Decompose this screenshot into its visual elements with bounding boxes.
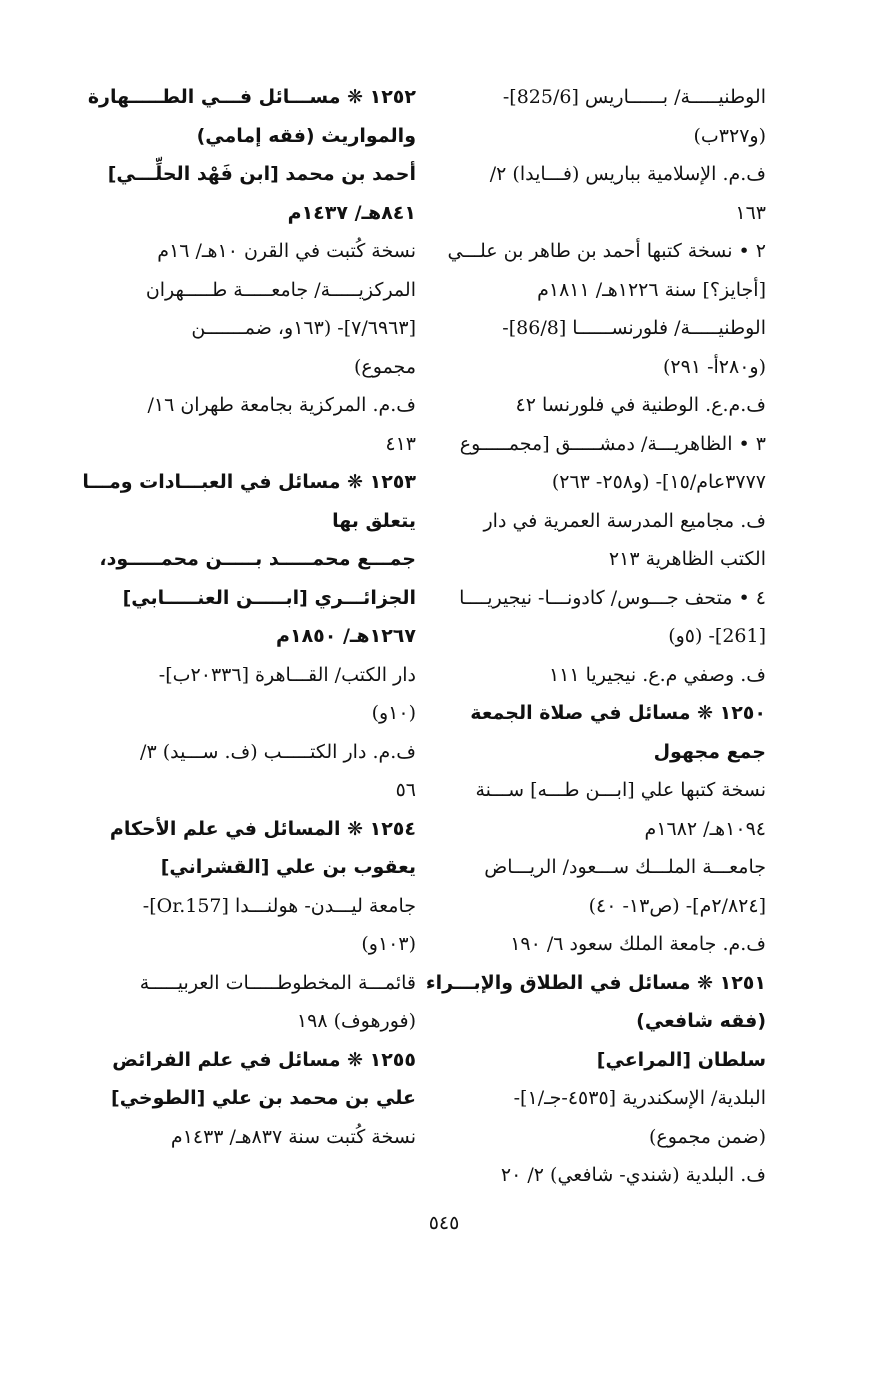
entry-text-line: قائمـــة المخطوطـــــات العربيـــــة — [139, 971, 416, 994]
entry-heading-line: ١٢٥١ ❋ مسائل في الطلاق والإبـــراء — [426, 971, 766, 994]
entry-text-line: ف.م. الإسلامية بباريس (فـــايدا) ٢/ — [489, 163, 766, 185]
entry-heading-line: سلطان [المراعي] — [596, 1048, 766, 1071]
entry-text-line: الكتب الظاهرية ٢١٣ — [608, 548, 766, 570]
entry-heading-line: ١٢٥٥ ❋ مسائل في علم الفرائض — [112, 1048, 416, 1071]
entry-heading-line: والمواريث (فقه إمامي) — [196, 124, 416, 147]
entry-text-line: [٧/٦٩٦٣]- (١٦٣و، ضمـــــــن — [191, 317, 416, 339]
entry-text-line: نسخة كُتبت سنة ٨٣٧هـ/ ١٤٣٣م — [170, 1125, 416, 1148]
entry-text-line: الوطنيـــــة/ فلورنســــــا [86/8]- — [502, 317, 766, 339]
entry-heading-line: جمـــع محمـــــد بـــــن محمـــــود، — [99, 548, 416, 570]
entry-text-line: [أجايز؟] سنة ١٢٢٦هـ/ ١٨١١م — [537, 278, 766, 301]
entry-heading-line: ١٢٥٣ ❋ مسائل في العبـــادات ومـــا — [82, 471, 416, 493]
entry-heading-line: يتعلق بها — [332, 509, 416, 532]
entry-text-line: دار الكتب/ القـــاهرة [٢٠٣٣٦ب]- — [158, 663, 416, 686]
entry-text-line: جامعـــة الملـــك ســـعود/ الريـــاض — [484, 856, 766, 878]
entry-text-line: ف. البلدية (شندي- شافعي) ٢/ ٢٠ — [500, 1164, 766, 1186]
entry-text-line: ١٦٣ — [735, 201, 766, 224]
entry-text-line: المركزيـــــة/ جامعـــــة طـــــهران — [145, 278, 416, 301]
entry-text-line: ٥٦ — [395, 779, 416, 801]
left-column — [76, 78, 416, 1156]
entry-text-line: ف.م.ع. الوطنية في فلورنسا ٤٢ — [515, 394, 766, 416]
entry-heading-line: (فقه شافعي) — [636, 1010, 766, 1032]
entry-text-line: ف. وصفي م.ع. نيجيريا ١١١ — [548, 663, 766, 686]
entry-text-line: ٤١٣ — [385, 432, 416, 455]
entry-text-line: جامعة ليـــدن- هولنـــدا [Or.157]- — [142, 894, 416, 917]
entry-text-line: (١٠و) — [371, 702, 416, 724]
entry-text-line: نسخة كتبها علي [ابـــن طـــه] ســـنة — [475, 779, 766, 801]
entry-text-line: مجموع) — [354, 355, 416, 378]
entry-text-line: ف.م. جامعة الملك سعود ٦/ ١٩٠ — [510, 933, 766, 955]
entry-heading-line: ١٢٦٧هـ/ ١٨٥٠م — [276, 625, 416, 647]
entry-text-line: (و٣٢٧ب) — [693, 124, 766, 147]
entry-text-line: [261]- (٥و) — [668, 625, 766, 647]
entry-text-line: ف. مجاميع المدرسة العمرية في دار — [483, 509, 766, 532]
entry-text-line: ٤ • متحف جـــوس/ كادونـــا- نيجيريــــا — [459, 586, 766, 609]
entry-text-line: ٢ • نسخة كتبها أحمد بن طاهر بن علـــي — [447, 240, 766, 262]
entry-heading-line: جمع مجهول — [653, 740, 766, 763]
entry-text-line: البلدية/ الإسكندرية [٤٥٣٥-جـ/١]- — [513, 1087, 766, 1109]
entry-text-line: (فورهوف) ١٩٨ — [296, 1010, 416, 1032]
entry-heading-line: ١٢٥٤ ❋ المسائل في علم الأحكام — [109, 817, 416, 840]
right-column — [426, 78, 766, 1195]
entry-text-line: ٣ • الظاهريـــة/ دمشـــــق [مجمـــــوع — [459, 432, 766, 455]
entry-text-line: ف.م. المركزية بجامعة طهران ١٦/ — [147, 394, 416, 416]
entry-text-line: الوطنيـــــة/ بــــــاريس [825/6]- — [502, 86, 766, 108]
entry-text-line: (١٠٣و) — [361, 933, 416, 955]
entry-heading-line: يعقوب بن علي [القشراني] — [160, 856, 416, 878]
entry-text-line: (ضمن مجموع) — [648, 1125, 766, 1148]
entry-heading-line: الجزائـــري [ابـــــن العنـــــابي] — [122, 586, 416, 609]
entry-text-line: نسخة كُتبت في القرن ١٠هـ/ ١٦م — [157, 240, 416, 262]
entry-heading-line: ٨٤١هـ/ ١٤٣٧م — [287, 201, 416, 224]
entry-text-line: ١٠٩٤هـ/ ١٦٨٢م — [644, 817, 766, 840]
entry-text-line: (و٢٨٠أ- ٢٩١) — [662, 355, 766, 378]
entry-heading-line: علي بن محمد بن علي [الطوخي] — [111, 1087, 416, 1109]
entry-heading-line: ١٢٥٢ ❋ مســـائل فـــي الطـــــهارة — [87, 86, 416, 108]
entry-heading-line: أحمد بن محمد [ابن فَهْد الحلِّـــي] — [107, 163, 416, 185]
entry-heading-line: ١٢٥٠ ❋ مسائل في صلاة الجمعة — [470, 702, 766, 724]
entry-text-line: ٣٧٧٧عام/١٥]- (و٢٥٨- ٢٦٣) — [551, 471, 766, 493]
page-number: ٥٤٥ — [428, 1212, 460, 1234]
entry-text-line: [٢/٨٢٤م]- (ص١٣- ٤٠) — [588, 894, 766, 917]
entry-text-line: ف.م. دار الكتـــــب (ف. ســـيد) ٣/ — [140, 740, 416, 763]
